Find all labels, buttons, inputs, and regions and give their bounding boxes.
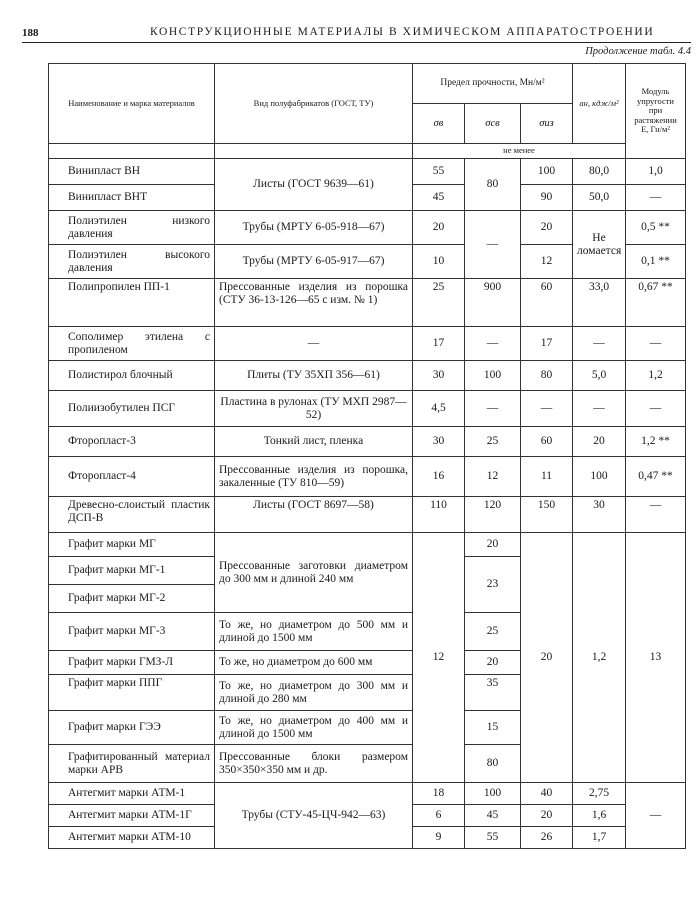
table-row-name: Фторопласт-4 <box>49 457 215 497</box>
table-cell-sigma-sv: 23 <box>465 557 521 613</box>
table-cell-modulus: 1,0 <box>626 159 686 185</box>
table-cell-ak: 2,75 <box>573 783 626 805</box>
table-cell-modulus: — <box>626 497 686 533</box>
table-row-name: Полипропилен ПП-1 <box>49 279 215 327</box>
table-cell-modulus: — <box>626 327 686 361</box>
table-cell-kind: Прессованные изделия из порошка, закаленные (ТУ 810—59) <box>215 457 413 497</box>
table-cell-kind: Тонкий лист, пленка <box>215 427 413 457</box>
col-header-name: Наименование и марка материалов <box>49 64 215 144</box>
table-cell-sigma-sv: — <box>465 211 521 279</box>
table-cell-modulus: 0,47 ** <box>626 457 686 497</box>
table-cell-sigma-iz: 100 <box>521 159 573 185</box>
table-cell-sigma-b: 25 <box>413 279 465 327</box>
table-cell-kind: Трубы (СТУ-45-ЦЧ-942—63) <box>215 783 413 849</box>
table-cell-sigma-b: 4,5 <box>413 391 465 427</box>
table-row-name: Антегмит марки АТМ-10 <box>49 827 215 849</box>
table-cell-sigma-sv: 80 <box>465 745 521 783</box>
col-header-kind: Вид полуфабрикатов (ГОСТ, ТУ) <box>215 64 413 144</box>
table-cell-sigma-sv: 35 <box>465 675 521 711</box>
table-cell-ak: Не ломается <box>573 211 626 279</box>
table-cell-ak: 5,0 <box>573 361 626 391</box>
col-header-sigma-iz: σиз <box>521 104 573 144</box>
table-cell-sigma-sv: 12 <box>465 457 521 497</box>
table-cell-modulus: — <box>626 391 686 427</box>
table-cell-sigma-sv: — <box>465 391 521 427</box>
table-cell-modulus: 0,1 ** <box>626 245 686 279</box>
table-cell-sigma-sv: 45 <box>465 805 521 827</box>
table-cell-sigma-b: 16 <box>413 457 465 497</box>
table-cell-sigma-iz: 12 <box>521 245 573 279</box>
table-cell-sigma-b: 6 <box>413 805 465 827</box>
table-row-name: Винипласт ВН <box>49 159 215 185</box>
table-cell-modulus: — <box>626 185 686 211</box>
table-row-name: Графитированный материал марки АРВ <box>49 745 215 783</box>
col-header-sigma-b: σв <box>413 104 465 144</box>
table-row-name: Полистирол блочный <box>49 361 215 391</box>
table-cell-sigma-iz: 80 <box>521 361 573 391</box>
table-cell-sigma-iz: 60 <box>521 279 573 327</box>
table-row-name: Древесно-слоистый пластик ДСП-В <box>49 497 215 533</box>
table-cell-modulus: 0,5 ** <box>626 211 686 245</box>
table-cell-ak: — <box>573 327 626 361</box>
table-cell-modulus: 1,2 ** <box>626 427 686 457</box>
table-cell-kind: Прессованные заготовки диаметром до 300 мм и длиной 240 мм <box>215 533 413 613</box>
table-cell-kind: Трубы (МРТУ 6-05-918—67) <box>215 211 413 245</box>
table-cell-kind: То же, но диаметром до 400 мм и длиной до 1500 мм <box>215 711 413 745</box>
header-rule <box>22 42 691 43</box>
running-head: КОНСТРУКЦИОННЫЕ МАТЕРИАЛЫ В ХИМИЧЕСКОМ АППАРАТОСТРОЕНИИ <box>150 26 655 38</box>
table-cell-modulus: 0,67 ** <box>626 279 686 327</box>
table-row-name: Графит марки МГ-1 <box>49 557 215 585</box>
table-row-name: Фторопласт-3 <box>49 427 215 457</box>
table-cell-sigma-iz: — <box>521 391 573 427</box>
table-cell-sigma-sv: 55 <box>465 827 521 849</box>
table-cell-ak: 50,0 <box>573 185 626 211</box>
table-cell-kind: Пластина в рулонах (ТУ МХП 2987—52) <box>215 391 413 427</box>
col-header-modulus: Модуль упругости при растяжении E, Гн/м² <box>626 64 686 159</box>
table-cell-sigma-sv: 20 <box>465 533 521 557</box>
table-cell-sigma-b: 30 <box>413 361 465 391</box>
table-cell-sigma-iz: 26 <box>521 827 573 849</box>
table-cell-sigma-sv: 120 <box>465 497 521 533</box>
table-cell-ak: 20 <box>573 427 626 457</box>
table-cell-ak: 1,6 <box>573 805 626 827</box>
table-cell-kind: То же, но диаметром до 500 мм и длиной до 1500 мм <box>215 613 413 651</box>
table-row-name: Полиэтилен низкого давления <box>49 211 215 245</box>
table-row-name: Винипласт ВНТ <box>49 185 215 211</box>
table-cell-ak: 80,0 <box>573 159 626 185</box>
table-cell-sigma-b: 20 <box>413 211 465 245</box>
table-cell-ak: 100 <box>573 457 626 497</box>
table-cell-sigma-b: 9 <box>413 827 465 849</box>
table-cell-kind: Плиты (ТУ 35ХП 356—61) <box>215 361 413 391</box>
table-row-name: Графит марки МГ-2 <box>49 585 215 613</box>
table-cell-modulus: 1,2 <box>626 361 686 391</box>
table-row-name: Полиэтилен высокого давления <box>49 245 215 279</box>
table-cell-sigma-iz: 11 <box>521 457 573 497</box>
table-cell-sigma-iz: 90 <box>521 185 573 211</box>
table-cell-kind: То же, но диаметром до 300 мм и длиной до 280 мм <box>215 675 413 711</box>
table-continuation-label: Продолжение табл. 4.4 <box>585 46 691 57</box>
table-cell-sigma-b: 45 <box>413 185 465 211</box>
table-cell-sigma-sv: 15 <box>465 711 521 745</box>
table-cell-kind: Прессованные изделия из порошка (СТУ 36-13-126—65 с изм. № 1) <box>215 279 413 327</box>
table-cell-kind: Листы (ГОСТ 9639—61) <box>215 159 413 211</box>
table-cell-sigma-sv: — <box>465 327 521 361</box>
table-row-name: Графит марки ГЭЭ <box>49 711 215 745</box>
table-row-name: Антегмит марки АТМ-1 <box>49 783 215 805</box>
table-cell-sigma-iz: 40 <box>521 783 573 805</box>
table-row-name: Графит марки МГ <box>49 533 215 557</box>
table-cell-ak: 1,2 <box>573 533 626 783</box>
table-cell-sigma-sv: 100 <box>465 783 521 805</box>
table-cell-sigma-b: 12 <box>413 533 465 783</box>
table-row-name: Полиизобутилен ПСГ <box>49 391 215 427</box>
table-cell-sigma-b: 10 <box>413 245 465 279</box>
table-cell-kind: Листы (ГОСТ 8697—58) <box>215 497 413 533</box>
table-cell-ak: 30 <box>573 497 626 533</box>
table-cell-ak: 1,7 <box>573 827 626 849</box>
materials-table <box>48 63 686 849</box>
table-cell-sigma-b: 55 <box>413 159 465 185</box>
table-row-name: Графит марки ППГ <box>49 675 215 711</box>
table-cell-sigma-sv: 25 <box>465 613 521 651</box>
table-row-name: Графит марки МГ-3 <box>49 613 215 651</box>
table-cell-kind: Трубы (МРТУ 6-05-917—67) <box>215 245 413 279</box>
table-row-name: Графит марки ГМЗ-Л <box>49 651 215 675</box>
table-cell-sigma-sv: 25 <box>465 427 521 457</box>
table-cell-sigma-b: 17 <box>413 327 465 361</box>
table-cell-sigma-iz: 20 <box>521 805 573 827</box>
table-cell-sigma-b: 110 <box>413 497 465 533</box>
table-cell-ak: 33,0 <box>573 279 626 327</box>
table-cell-sigma-sv: 900 <box>465 279 521 327</box>
table-cell-sigma-iz: 17 <box>521 327 573 361</box>
page-number: 188 <box>22 27 39 39</box>
table-cell-modulus: — <box>626 783 686 849</box>
col-header-sigma-sv: σсв <box>465 104 521 144</box>
table-cell-sigma-iz: 20 <box>521 211 573 245</box>
table-row-name: Сополимер этилена с пропиленом <box>49 327 215 361</box>
table-cell-sigma-sv: 80 <box>465 159 521 211</box>
table-cell-ak: — <box>573 391 626 427</box>
table-cell-sigma-b: 18 <box>413 783 465 805</box>
table-cell-sigma-iz: 20 <box>521 533 573 783</box>
table-cell-sigma-sv: 100 <box>465 361 521 391</box>
table-cell-modulus: 13 <box>626 533 686 783</box>
table-cell-sigma-iz: 150 <box>521 497 573 533</box>
col-header-impact: aн, кдж/м² <box>573 64 626 144</box>
table-cell-kind: То же, но диаметром до 600 мм <box>215 651 413 675</box>
table-cell-sigma-b: 30 <box>413 427 465 457</box>
table-cell-kind: Прессованные блоки размером 350×350×350 мм и др. <box>215 745 413 783</box>
col-header-strength: Предел прочности, Мн/м² <box>413 64 573 104</box>
min-note: не менее <box>413 144 626 159</box>
table-cell-sigma-iz: 60 <box>521 427 573 457</box>
table-row-name: Антегмит марки АТМ-1Г <box>49 805 215 827</box>
table-cell-kind: — <box>215 327 413 361</box>
table-cell-sigma-sv: 20 <box>465 651 521 675</box>
